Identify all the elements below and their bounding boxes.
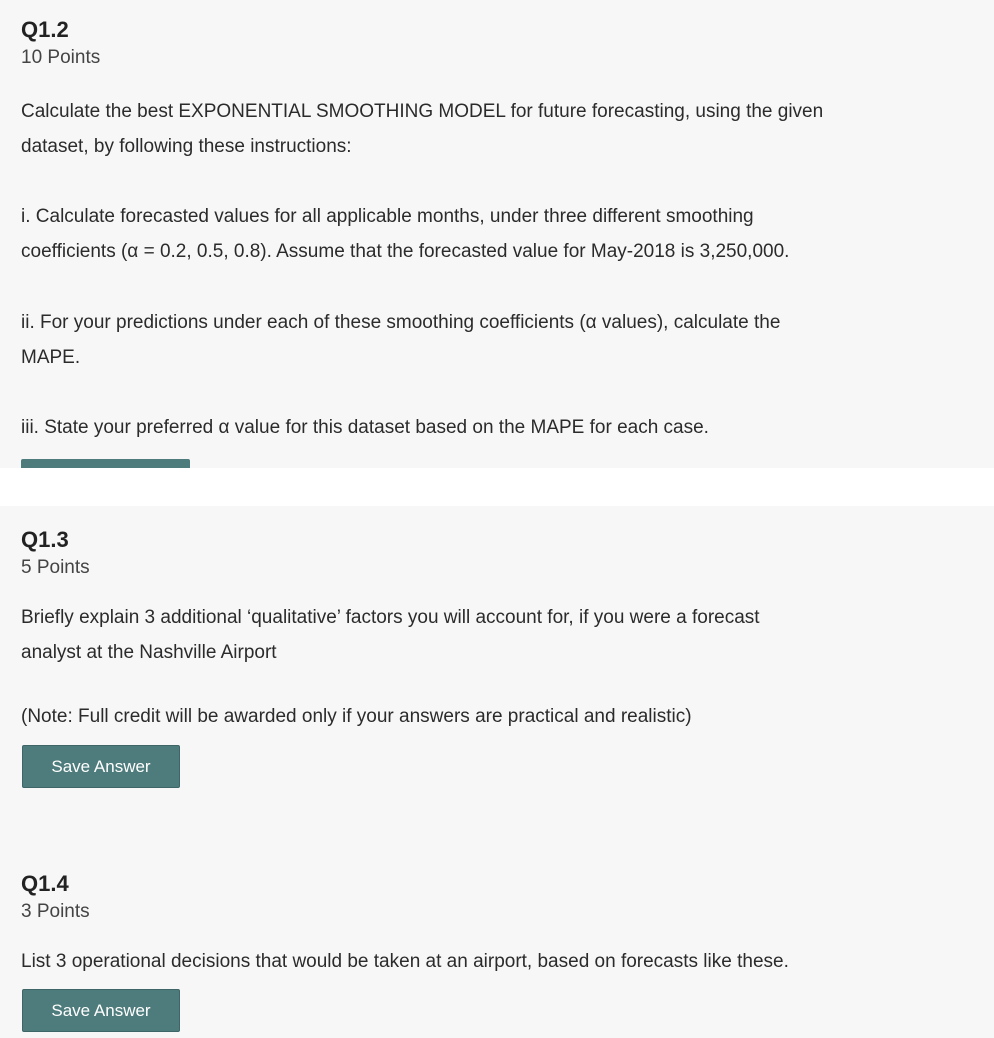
question-text-line: analyst at the Nashville Airport bbox=[21, 642, 277, 663]
save-answer-button[interactable]: Save Answer bbox=[22, 745, 180, 788]
instruction-ii-line: ii. For your predictions under each of these smoothing coefficients (α values), calculate the bbox=[21, 312, 781, 333]
question-number: Q1.3 bbox=[21, 527, 69, 552]
question-text-line: dataset, by following these instructions: bbox=[21, 136, 352, 157]
question-note: (Note: Full credit will be awarded only if your answers are practical and realistic) bbox=[21, 706, 692, 727]
instruction-i-line: i. Calculate forecasted values for all applicable months, under three different smoothing bbox=[21, 206, 754, 227]
question-points: 10 Points bbox=[21, 47, 101, 68]
question-number: Q1.2 bbox=[21, 17, 69, 42]
save-answer-button-partial[interactable] bbox=[21, 459, 190, 468]
save-answer-button[interactable]: Save Answer bbox=[22, 989, 180, 1032]
question-number: Q1.4 bbox=[21, 871, 69, 896]
instruction-i-line: coefficients (α = 0.2, 0.5, 0.8). Assume that the forecasted value for May-2018 is 3,250,000. bbox=[21, 241, 790, 262]
instruction-ii-line: MAPE. bbox=[21, 347, 81, 368]
question-q1-3-panel bbox=[0, 506, 994, 1038]
question-text-line: List 3 operational decisions that would be taken at an airport, based on forecasts like these. bbox=[21, 951, 789, 972]
question-text-line: Briefly explain 3 additional ‘qualitative’ factors you will account for, if you were a forecast bbox=[21, 607, 760, 628]
question-points: 3 Points bbox=[21, 901, 90, 922]
question-points: 5 Points bbox=[21, 557, 90, 578]
question-text-line: Calculate the best EXPONENTIAL SMOOTHING MODEL for future forecasting, using the given bbox=[21, 101, 824, 122]
question-q1-2-panel bbox=[0, 0, 994, 468]
instruction-iii-line: iii. State your preferred α value for this dataset based on the MAPE for each case. bbox=[21, 417, 709, 438]
